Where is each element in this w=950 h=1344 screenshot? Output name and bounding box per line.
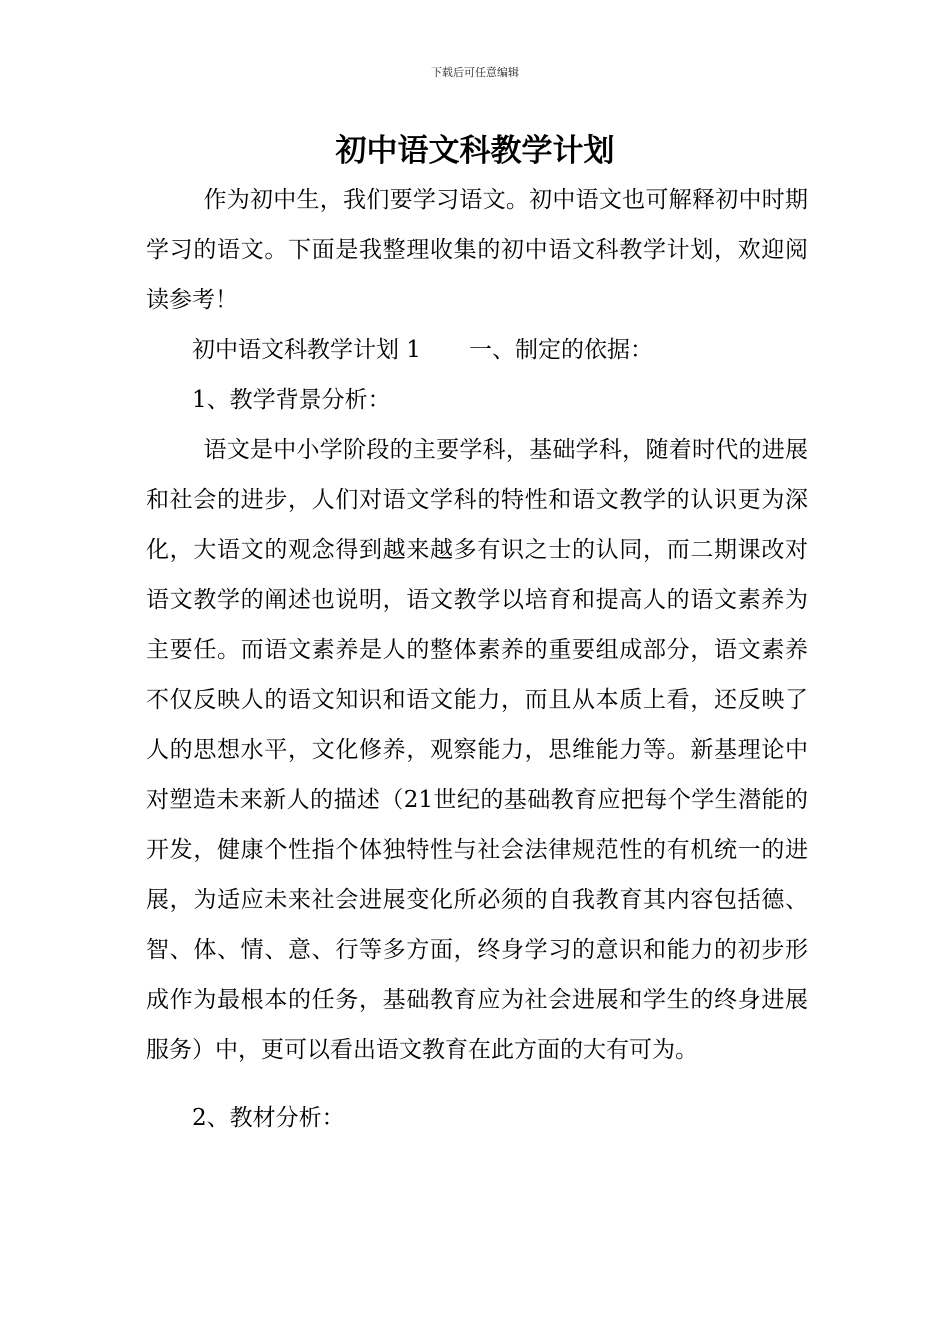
item1-body: 语文是中小学阶段的主要学科，基础学科，随着时代的进展和社会的进步，人们对语文学科的特性和语文教学的认识更为深化，大语文的观念得到越来越多有识之士的认同，而二期课改对语文教学的阐述也说明，语文教学以培育和提高人的语文素养为主要任。而语文素养是人的整体素养的重要组成部分，语文素养不仅反映人的语文知识和语文能力，而且从本质上看，还反映了人的思想水平，文化修养，观察能力，思维能力等。新基理论中对塑造未来新人的描述（21世纪的基础教育应把每个学生潜能的开发，健康个性指个体独特性与社会法律规范性的有机统一的进展，为适应未来社会进展变化所必须的自我教育其内容包括德、智、体、情、意、行等多方面，终身学习的意识和能力的初步形成作为最根本的任务，基础教育应为社会进展和学生的终身进展服务）中，更可以看出语文教育在此方面的大有可为。 bbox=[146, 437, 808, 1063]
section-line bbox=[146, 325, 808, 375]
document-title: 初中语文科教学计划 bbox=[335, 133, 615, 169]
item1-heading: 1、教学背景分析： bbox=[192, 387, 391, 413]
section-heading: 一、制定的依据： bbox=[468, 337, 653, 363]
intro-paragraph: 作为初中生，我们要学习语文。初中语文也可解释初中时期学习的语文。下面是我整理收集的初中语文科教学计划，欢迎阅读参考！ bbox=[146, 187, 808, 313]
plan-label: 初中语文科教学计划 1 bbox=[192, 337, 421, 363]
document-body bbox=[146, 175, 808, 1143]
item2-heading: 2、教材分析： bbox=[192, 1105, 345, 1131]
header-note: 下载后可任意编辑 bbox=[431, 66, 519, 79]
